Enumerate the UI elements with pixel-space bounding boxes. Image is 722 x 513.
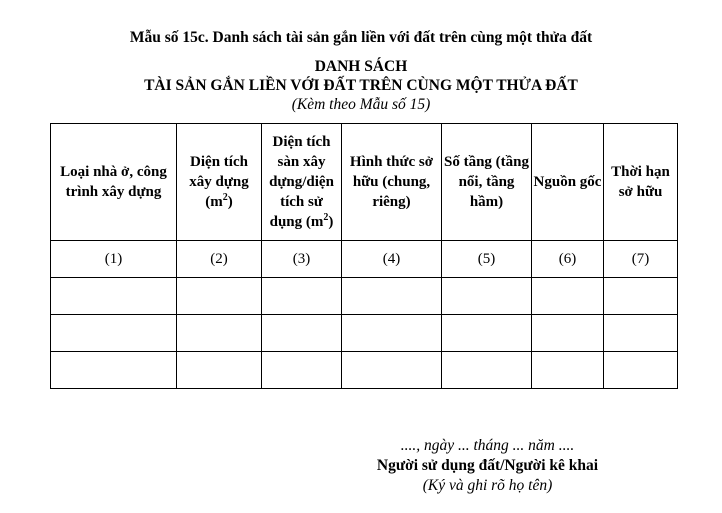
column-header: Số tầng (tầng nổi, tầng hầm) xyxy=(442,124,532,241)
table-cell[interactable] xyxy=(51,278,177,315)
table-cell[interactable] xyxy=(177,352,262,389)
column-header: Loại nhà ở, công trình xây dựng xyxy=(51,124,177,241)
table-cell[interactable] xyxy=(442,352,532,389)
table-cell[interactable] xyxy=(177,278,262,315)
table-cell[interactable] xyxy=(604,278,678,315)
column-number: (5) xyxy=(442,241,532,278)
column-header: Diện tích sàn xây dựng/diện tích sử dụng $(m^2)$ xyxy=(262,124,342,241)
column-number: (1) xyxy=(51,241,177,278)
table-cell[interactable] xyxy=(604,315,678,352)
table-row xyxy=(51,278,678,315)
table-cell[interactable] xyxy=(262,278,342,315)
signature-date-line: ...., ngày ... tháng ... năm .... xyxy=(400,437,575,454)
table-cell[interactable] xyxy=(342,315,442,352)
table-cell[interactable] xyxy=(342,278,442,315)
header-row xyxy=(51,124,678,241)
table-cell[interactable] xyxy=(342,352,442,389)
table-row xyxy=(51,315,678,352)
table-cell[interactable] xyxy=(262,315,342,352)
table-cell[interactable] xyxy=(442,315,532,352)
column-number: (7) xyxy=(604,241,678,278)
table-cell[interactable] xyxy=(51,315,177,352)
column-header: Nguồn gốc xyxy=(532,124,604,241)
document-subtitle-main: TÀI SẢN GẮN LIỀN VỚI ĐẤT TRÊN CÙNG MỘT THỬA ĐẤT xyxy=(144,77,578,94)
column-header: Thời hạn sở hữu xyxy=(604,124,678,241)
table-cell[interactable] xyxy=(262,352,342,389)
asset-table xyxy=(50,123,678,389)
table-cell[interactable] xyxy=(532,352,604,389)
column-number: (2) xyxy=(177,241,262,278)
form-code-title: Mẫu số 15c. Danh sách tài sản gắn liền với đất trên cùng một thửa đất xyxy=(129,29,593,46)
column-number: (4) xyxy=(342,241,442,278)
signature-role: Người sử dụng đất/Người kê khai xyxy=(376,457,599,474)
table-cell[interactable] xyxy=(51,352,177,389)
table-cell[interactable] xyxy=(532,278,604,315)
table-cell[interactable] xyxy=(442,278,532,315)
table-cell[interactable] xyxy=(604,352,678,389)
document-title: DANH SÁCH xyxy=(314,58,408,75)
table-row xyxy=(51,352,678,389)
signature-note: (Ký và ghi rõ họ tên) xyxy=(422,477,553,494)
column-header: Diện tích xây dựng $(m^2)$ xyxy=(177,124,262,241)
table-cell[interactable] xyxy=(532,315,604,352)
column-number: (3) xyxy=(262,241,342,278)
column-number-row xyxy=(51,241,678,278)
table-cell[interactable] xyxy=(177,315,262,352)
column-header: Hình thức sở hữu (chung, riêng) xyxy=(342,124,442,241)
attachment-note: (Kèm theo Mẫu số 15) xyxy=(291,96,431,113)
column-number: (6) xyxy=(532,241,604,278)
